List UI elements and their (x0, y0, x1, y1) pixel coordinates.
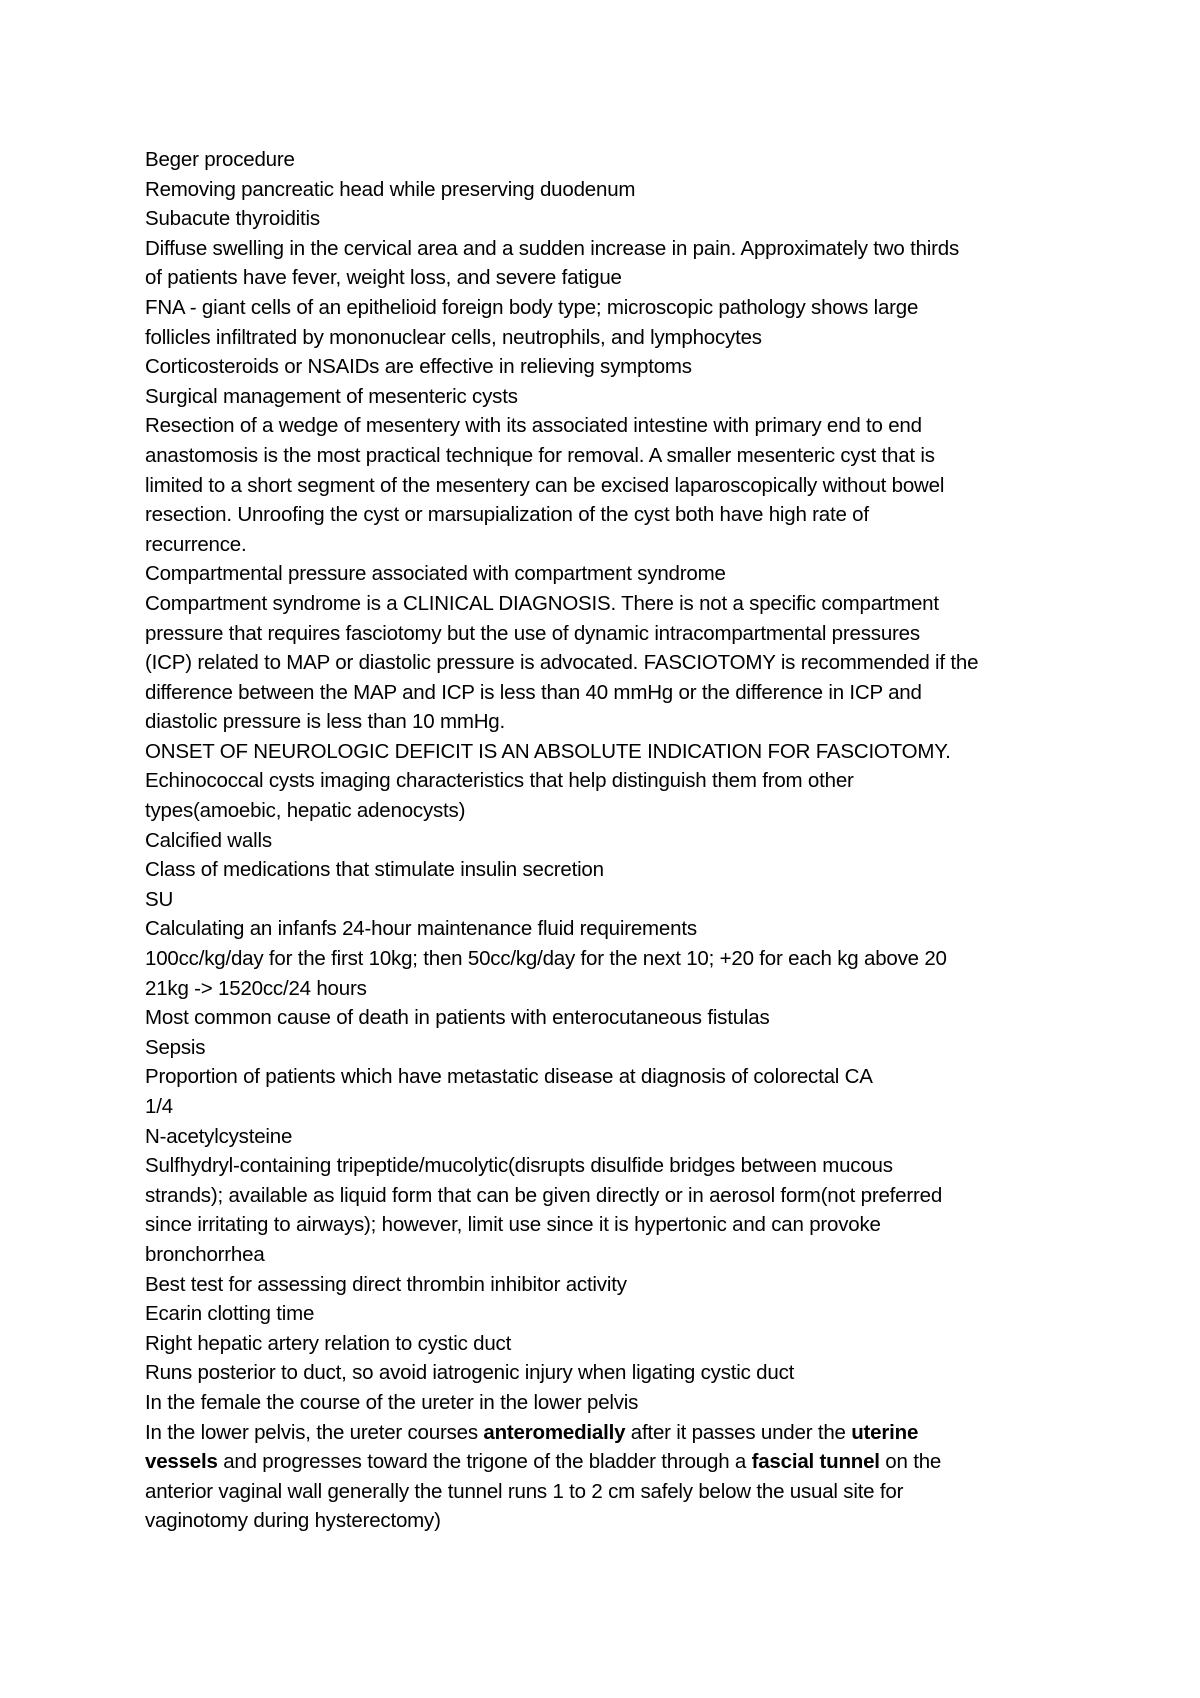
text-line: 1/4 (145, 1095, 173, 1118)
text-line: Best test for assessing direct thrombin inhibitor activity (145, 1272, 627, 1296)
text-line: Right hepatic artery relation to cystic duct (145, 1331, 512, 1355)
text-line: 21kg -> 1520cc/24 hours (145, 976, 367, 1000)
text-line: Subacute thyroiditis (145, 207, 320, 231)
text-line: pressure that requires fasciotomy but the use of dynamic intracompartmental pressures (145, 621, 920, 645)
text-line: Compartmental pressure associated with compartment syndrome (145, 562, 726, 586)
text-line: of patients have fever, weight loss, and severe fatigue (145, 266, 622, 290)
text-line: vaginotomy during hysterectomy) (145, 1509, 441, 1533)
text-run: In the lower pelvis, the ureter courses (145, 1420, 484, 1444)
text-line: since irritating to airways); however, limit use since it is hypertonic and can provoke (145, 1213, 881, 1237)
text-line: Ecarin clotting time (145, 1302, 315, 1326)
text-line: anastomosis is the most practical technique for removal. A smaller mesenteric cyst that is (145, 443, 935, 467)
text-line: N-acetylcysteine (145, 1124, 293, 1148)
text-line-rich (145, 1447, 1065, 1477)
text-line: strands); available as liquid form that can be given directly or in aerosol form(not preferred (145, 1183, 943, 1207)
text-line: Proportion of patients which have metastatic disease at diagnosis of colorectal CA (145, 1065, 873, 1089)
text-line-rich (145, 1418, 1065, 1448)
text-line: Removing pancreatic head while preserving duodenum (145, 177, 636, 201)
text-line: diastolic pressure is less than 10 mmHg. (145, 710, 506, 734)
text-line: difference between the MAP and ICP is less than 40 mmHg or the difference in ICP and (145, 680, 922, 704)
text-run: on the (879, 1450, 942, 1474)
text-line: Most common cause of death in patients with enterocutaneous fistulas (145, 1006, 770, 1030)
text-run: after it passes under the (625, 1420, 852, 1444)
text-line: Runs posterior to duct, so avoid iatrogenic injury when ligating cystic duct (145, 1361, 795, 1385)
text-line: anterior vaginal wall generally the tunnel runs 1 to 2 cm safely below the usual site for (145, 1479, 904, 1503)
text-line: Compartment syndrome is a CLINICAL DIAGNOSIS. There is not a specific compartment (145, 591, 939, 615)
bold-run: anteromedially (483, 1420, 626, 1444)
text-line: bronchorrhea (145, 1242, 265, 1266)
text-line: Calculating an infanfs 24-hour maintenance fluid requirements (145, 917, 697, 941)
text-line: Beger procedure (145, 148, 295, 171)
text-line: 100cc/kg/day for the first 10kg; then 50cc/kg/day for the next 10; +20 for each kg above 20 (145, 947, 947, 971)
text-line: recurrence. (145, 532, 247, 556)
text-line: In the female the course of the ureter in the lower pelvis (145, 1390, 639, 1414)
text-line: Sepsis (145, 1035, 206, 1059)
text-line: SU (145, 887, 174, 911)
text-run: and progresses toward the trigone of the bladder through a (217, 1450, 752, 1474)
text-line: Corticosteroids or NSAIDs are effective in relieving symptoms (145, 355, 692, 379)
text-line: Diffuse swelling in the cervical area and a sudden increase in pain. Approximately two thirds (145, 236, 960, 260)
text-line: FNA - giant cells of an epithelioid foreign body type; microscopic pathology shows large (145, 295, 919, 319)
bold-run: fascial tunnel (751, 1450, 880, 1474)
bold-run: vessels (145, 1450, 218, 1474)
text-line: Sulfhydryl-containing tripeptide/mucolytic(disrupts disulfide bridges between mucous (145, 1154, 893, 1178)
text-line: (ICP) related to MAP or diastolic pressure is advocated. FASCIOTOMY is recommended if the (145, 651, 979, 675)
text-line: Echinococcal cysts imaging characteristics that help distinguish them from other (145, 769, 854, 793)
text-line: Surgical management of mesenteric cysts (145, 384, 518, 408)
text-line: Class of medications that stimulate insulin secretion (145, 858, 604, 882)
bold-run: uterine (851, 1420, 919, 1444)
text-line: resection. Unroofing the cyst or marsupialization of the cyst both have high rate of (145, 503, 869, 527)
text-line: limited to a short segment of the mesentery can be excised laparoscopically without bowel (145, 473, 945, 497)
text-line: types(amoebic, hepatic adenocysts) (145, 799, 466, 823)
document-body (145, 145, 1065, 1536)
text-line: Resection of a wedge of mesentery with its associated intestine with primary end to end (145, 414, 922, 438)
text-line: follicles infiltrated by mononuclear cells, neutrophils, and lymphocytes (145, 325, 762, 349)
text-line: ONSET OF NEUROLOGIC DEFICIT IS AN ABSOLUTE INDICATION FOR FASCIOTOMY. (145, 739, 951, 763)
text-line: Calcified walls (145, 828, 272, 852)
